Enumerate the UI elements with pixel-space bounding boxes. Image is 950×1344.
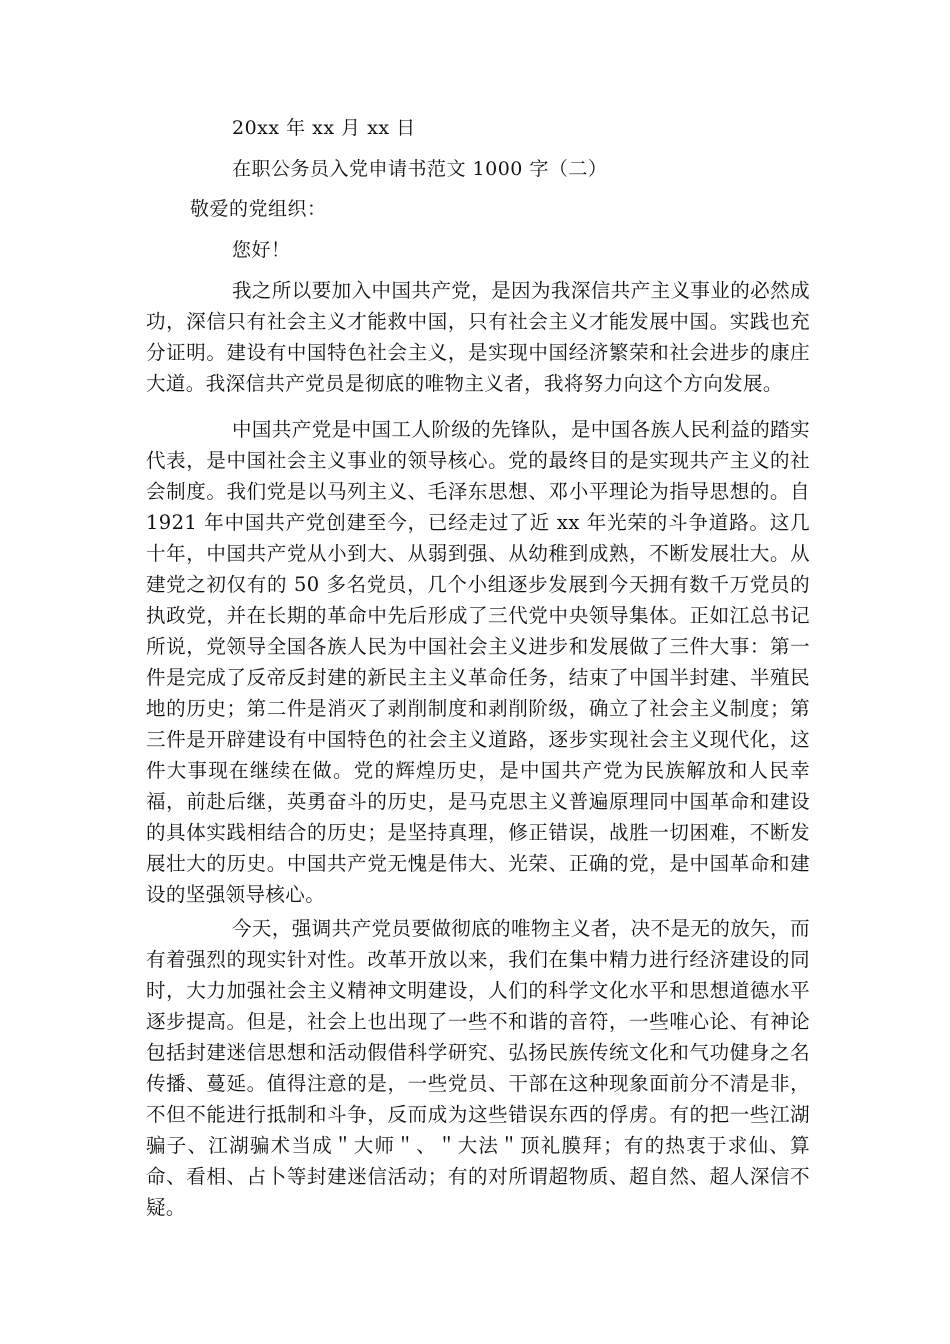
date-line: 20xx 年 xx 月 xx 日 [232,117,416,139]
paragraph-2: 中国共产党是中国工人阶级的先锋队，是中国各族人民利益的踏实代表，是中国社会主义事业的领导核心。党的最终目的是实现共产主义的社会制度。我们党是以马列主义、毛泽东思想、邓小平理论为指导思想的。自 1921 年中国共产党创建至今，已经走过了近 xx 年光荣的斗争道路。这几十年，中国共产党从小到大、从弱到强、从幼稚到成熟，不断发展壮大。从建党之初仅有的 50 多名党员，几个小组逐步发展到今天拥有数千万党员的执政党，并在长期的革命中先后形成了三代党中央领导集体。正如江总书记所说，党领导全国各族人民为中国社会主义进步和发展做了三件大事：第一件是完成了反帝反封建的新民主主义革命任务，结束了中国半封建、半殖民地的历史；第二件是消灭了剥削制度和剥削阶级，确立了社会主义制度；第三件是开辟建设有中国特色的社会主义道路，逐步实现社会主义现代化，这件大事现在继续在做。党的辉煌历史，是中国共产党为民族解放和人民幸福，前赴后继，英勇奋斗的历史，是马克思主义普遍原理同中国革命和建设的具体实践相结合的历史；是坚持真理，修正错误，战胜一切困难，不断发展壮大的历史。中国共产党无愧是伟大、光荣、正确的党，是中国革命和建设的坚强领导核心。 [146,418,810,906]
section-title: 在职公务员入党申请书范文 1000 字（二） [232,158,608,180]
salutation: 敬爱的党组织： [190,198,327,220]
paragraph-1: 我之所以要加入中国共产党，是因为我深信共产主义事业的必然成功，深信只有社会主义才能救中国，只有社会主义才能发展中国。实践也充分证明。建设有中国特色社会主义，是实现中国经济繁荣和社会进步的康庄大道。我深信共产党员是彻底的唯物主义者，我将努力向这个方向发展。 [146,279,810,395]
paragraph-3: 今天，强调共产党员要做彻底的唯物主义者，决不是无的放矢，而有着强烈的现实针对性。改革开放以来，我们在集中精力进行经济建设的同时，大力加强社会主义精神文明建设，人们的科学文化水平和思想道德水平逐步提高。但是，社会上也出现了一些不和谐的音符，一些唯心论、有神论包括封建迷信思想和活动假借科学研究、弘扬民族传统文化和气功健身之名传播、蔓延。值得注意的是，一些党员、干部在这种现象面前分不清是非，不但不能进行抵制和斗争，反而成为这些错误东西的俘虏。有的把一些江湖骗子、江湖骗术当成＂大师＂、＂大法＂顶礼膜拜；有的热衷于求仙、算命、看相、占卜等封建迷信活动；有的对所谓超物质、超自然、超人深信不疑。 [146,917,810,1219]
greeting: 您好！ [232,239,291,261]
